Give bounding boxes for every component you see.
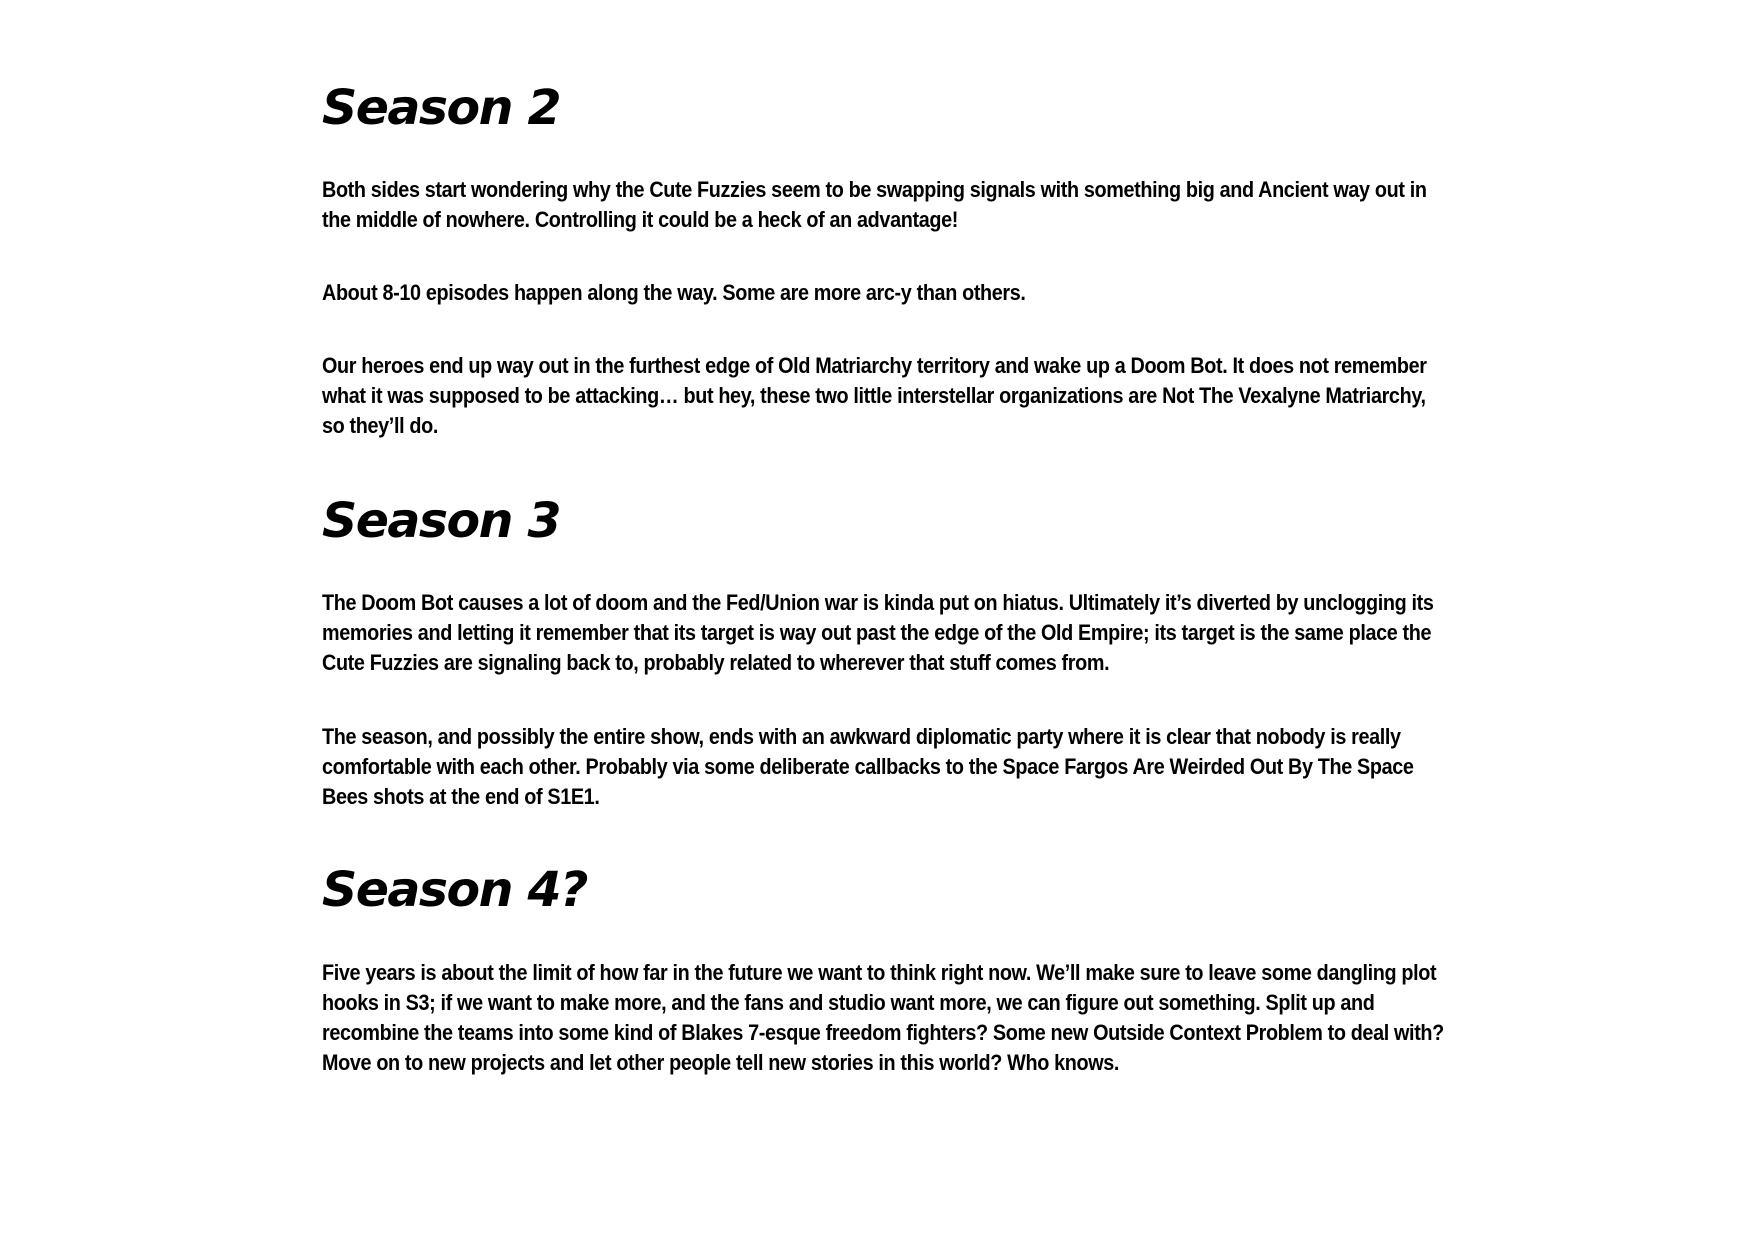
season-4-paragraph-1: Five years is about the limit of how far in the future we want to think right now. We’ll make sure to leave some dangling plot hooks in S3; if we want to make more, and the fans and studio want more, we can figure out something. Split up and recombine the teams into some kind of Blakes 7-esque freedom fighters? Some new Outside Context Problem to deal with? Move on to new projects and let other people tell new stories in this world? Who knows. bbox=[322, 960, 1444, 1075]
season-2-paragraph-3: Our heroes end up way out in the furthest edge of Old Matriarchy territory and wake up a Doom Bot. It does not remember what it was supposed to be attacking… but hey, these two little interstellar organizations are Not The Vexalyne Matriarchy, so they’ll do. bbox=[322, 353, 1427, 438]
season-2-paragraph-2: About 8-10 episodes happen along the way. Some are more arc-y than others. bbox=[322, 280, 1026, 305]
season-4-heading: Season 4? bbox=[322, 862, 587, 918]
season-3-heading: Season 3 bbox=[322, 493, 561, 549]
season-2-paragraph-1: Both sides start wondering why the Cute Fuzzies seem to be swapping signals with something big and Ancient way out in the middle of nowhere. Controlling it could be a heck of an advantage! bbox=[322, 177, 1427, 232]
season-3-paragraph-1: The Doom Bot causes a lot of doom and the Fed/Union war is kinda put on hiatus. Ultimately it’s diverted by unclogging its memories and letting it remember that its target is way out past the edge of the Old Empire; its target is the same place the Cute Fuzzies are signaling back to, probably related to wherever that stuff comes from. bbox=[322, 590, 1434, 675]
season-3-paragraph-2: The season, and possibly the entire show, ends with an awkward diplomatic party where it is clear that nobody is really comfortable with each other. Probably via some deliberate callbacks to the Space Fargos Are Weirded Out By The Space Bees shots at the end of S1E1. bbox=[322, 724, 1414, 809]
season-2-heading: Season 2 bbox=[322, 80, 561, 136]
